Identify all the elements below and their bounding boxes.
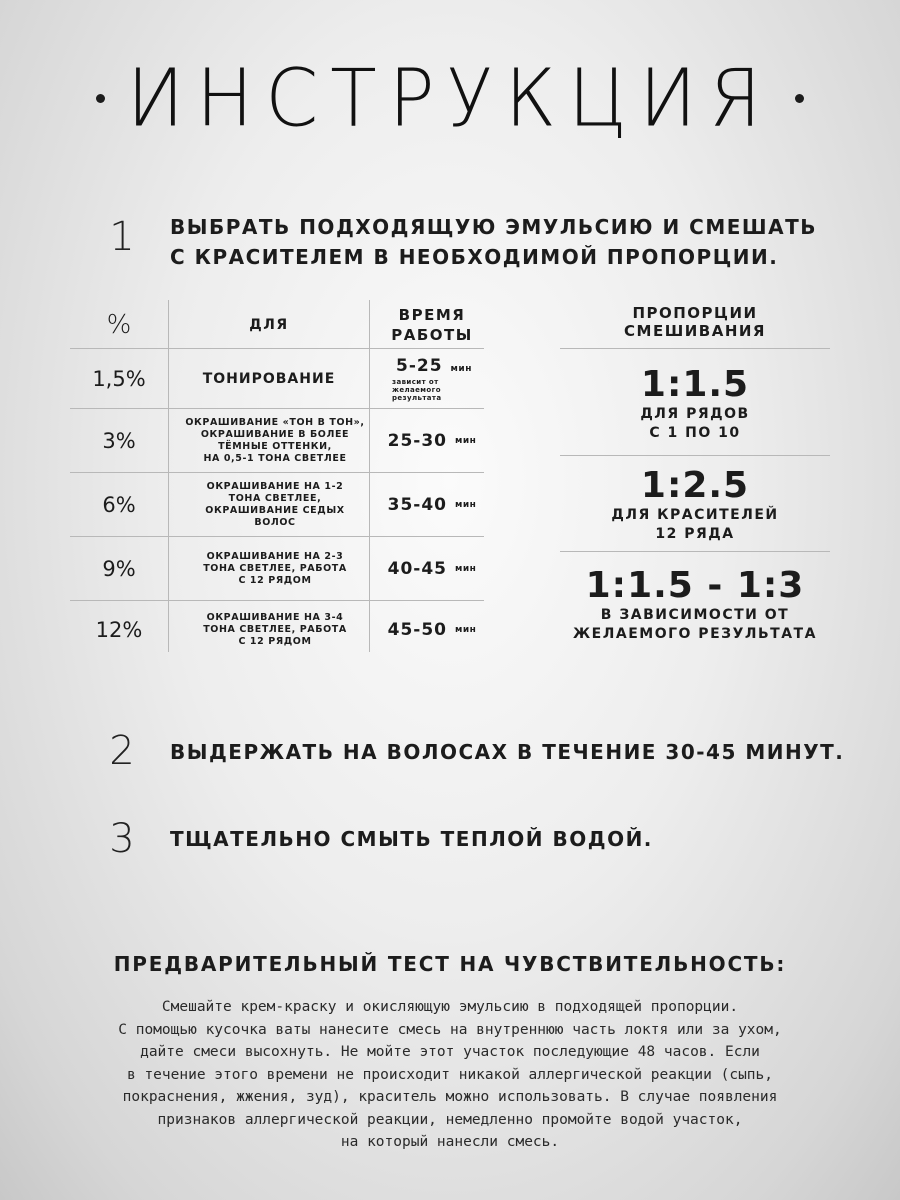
bullet-dot-icon bbox=[96, 94, 105, 103]
row-time-note: желаемого bbox=[392, 385, 441, 394]
proportions-heading-line: ПРОПОРЦИИ bbox=[632, 304, 758, 322]
step-1-number: 1 bbox=[109, 214, 135, 260]
header-percent: % bbox=[106, 310, 132, 340]
row-purpose-line: ТОНА СВЕТЛЕЕ, bbox=[228, 492, 322, 504]
step-1-text bbox=[170, 212, 817, 272]
bullet-dot-icon bbox=[795, 94, 804, 103]
proportions-divider bbox=[560, 348, 830, 349]
row-time-unit: мин bbox=[454, 435, 477, 446]
row-time-unit: мин bbox=[454, 563, 477, 574]
row-time-value: 40-45 bbox=[387, 558, 447, 579]
sensitivity-test-line: покраснения, жжения, зуд), краситель можно использовать. В случае появления bbox=[122, 1089, 778, 1105]
sensitivity-test-line: на который нанесли смесь. bbox=[340, 1134, 560, 1150]
row-purpose-line: ОКРАШИВАНИЕ «ТОН В ТОН», bbox=[185, 416, 365, 428]
proportion-note: ЖЕЛАЕМОГО РЕЗУЛЬТАТА bbox=[573, 626, 817, 642]
proportion-ratio: 1:1.5 - 1:3 bbox=[585, 565, 805, 606]
row-time-unit: мин bbox=[454, 625, 477, 635]
proportion-note: В ЗАВИСИМОСТИ ОТ bbox=[600, 607, 790, 623]
sensitivity-test-line: Смешайте крем-краску и окисляющую эмульсию в подходящей пропорции. bbox=[161, 999, 739, 1015]
row-purpose bbox=[169, 601, 381, 659]
proportion-note: 12 РЯДА bbox=[655, 526, 735, 542]
row-time-note: результата bbox=[392, 393, 442, 402]
row-time bbox=[370, 349, 484, 408]
row-purpose-line: НА 0,5-1 ТОНА СВЕТЛЕЕ bbox=[203, 452, 347, 464]
row-purpose-line: ТЁМНЫЕ ОТТЕНКИ, bbox=[218, 440, 332, 452]
row-time bbox=[370, 409, 494, 472]
row-purpose-line: ОКРАШИВАНИЕ НА 1-2 bbox=[206, 480, 344, 492]
header-time bbox=[370, 302, 494, 348]
row-time-value: 5-25 bbox=[396, 355, 443, 376]
row-time bbox=[370, 601, 494, 659]
proportions-divider bbox=[560, 551, 830, 552]
row-percent: 3% bbox=[102, 428, 136, 453]
row-time bbox=[370, 473, 494, 536]
row-purpose bbox=[169, 537, 381, 600]
page-title: ИНСТРУКЦИЯ bbox=[126, 50, 774, 145]
row-purpose-line: ТОНА СВЕТЛЕЕ, РАБОТА bbox=[203, 624, 347, 635]
proportion-item bbox=[530, 562, 860, 648]
sensitivity-test-line: дайте смеси высохнуть. Не мойте этот участок последующие 48 часов. Если bbox=[140, 1044, 760, 1060]
row-purpose-line: С 12 РЯДОМ bbox=[238, 636, 312, 647]
proportion-ratio: 1:1.5 bbox=[640, 364, 750, 405]
row-percent: 12% bbox=[95, 618, 143, 642]
row-purpose-line: ОКРАШИВАНИЕ НА 3-4 bbox=[206, 612, 344, 623]
sensitivity-test-line: С помощью кусочка ваты нанесите смесь на внутреннюю часть локтя или за ухом, bbox=[118, 1021, 782, 1038]
row-purpose-line: ОКРАШИВАНИЕ СЕДЫХ bbox=[205, 504, 345, 516]
row-purpose-line: ОКРАШИВАНИЕ В БОЛЕЕ bbox=[200, 428, 350, 440]
row-time-unit: мин bbox=[450, 363, 472, 374]
proportion-item bbox=[540, 356, 850, 452]
proportion-note: ДЛЯ КРАСИТЕЛЕЙ bbox=[611, 507, 779, 523]
proportion-item bbox=[540, 460, 850, 550]
row-time-value: 45-50 bbox=[387, 620, 447, 640]
row-percent: 1,5% bbox=[92, 366, 146, 391]
row-time bbox=[370, 537, 494, 600]
step-3-number: 3 bbox=[109, 816, 135, 862]
proportion-ratio: 1:2.5 bbox=[640, 465, 750, 506]
row-purpose-line: С 12 РЯДОМ bbox=[238, 574, 312, 586]
sensitivity-test-line: в течение этого времени не происходит никакой аллергической реакции (сыпь, bbox=[126, 1066, 773, 1083]
row-percent: 9% bbox=[102, 556, 136, 581]
row-purpose-line: ТОНА СВЕТЛЕЕ, РАБОТА bbox=[203, 562, 347, 574]
proportion-note: ДЛЯ РЯДОВ bbox=[640, 406, 750, 422]
row-time-unit: мин bbox=[454, 499, 477, 510]
title-row bbox=[0, 48, 900, 148]
header-for: ДЛЯ bbox=[249, 317, 289, 333]
row-purpose bbox=[169, 473, 381, 536]
header-time-line: РАБОТЫ bbox=[391, 326, 473, 344]
step-2-text: ВЫДЕРЖАТЬ НА ВОЛОСАХ В ТЕЧЕНИЕ 30-45 МИНУТ. bbox=[170, 740, 845, 764]
row-time-value: 35-40 bbox=[387, 494, 447, 515]
row-purpose-line: ОКРАШИВАНИЕ НА 2-3 bbox=[206, 550, 344, 562]
row-time-note: зависит от bbox=[392, 377, 439, 386]
step-1-line: ВЫБРАТЬ ПОДХОДЯЩУЮ ЭМУЛЬСИЮ И СМЕШАТЬ bbox=[170, 215, 817, 239]
sensitivity-test-title: ПРЕДВАРИТЕЛЬНЫЙ ТЕСТ НА ЧУВСТВИТЕЛЬНОСТЬ: bbox=[113, 952, 787, 976]
proportions-heading-line: СМЕШИВАНИЯ bbox=[624, 322, 766, 340]
row-purpose bbox=[169, 409, 381, 472]
sensitivity-test-line: признаков аллергической реакции, немедленно промойте водой участок, bbox=[157, 1111, 743, 1128]
sensitivity-test-body bbox=[50, 996, 850, 1154]
row-purpose: ТОНИРОВАНИЕ bbox=[202, 370, 336, 387]
step-3-text: ТЩАТЕЛЬНО СМЫТЬ ТЕПЛОЙ ВОДОЙ. bbox=[170, 827, 653, 851]
row-time-value: 25-30 bbox=[387, 430, 447, 451]
step-2-number: 2 bbox=[109, 728, 135, 774]
step-1-line: С КРАСИТЕЛЕМ В НЕОБХОДИМОЙ ПРОПОРЦИИ. bbox=[170, 245, 779, 269]
row-purpose-line: ВОЛОС bbox=[254, 516, 296, 528]
header-time-line: ВРЕМЯ bbox=[398, 306, 466, 324]
proportion-note: С 1 ПО 10 bbox=[649, 425, 741, 441]
proportions-heading bbox=[560, 298, 830, 346]
proportions-divider bbox=[560, 455, 830, 456]
row-percent: 6% bbox=[102, 492, 136, 517]
